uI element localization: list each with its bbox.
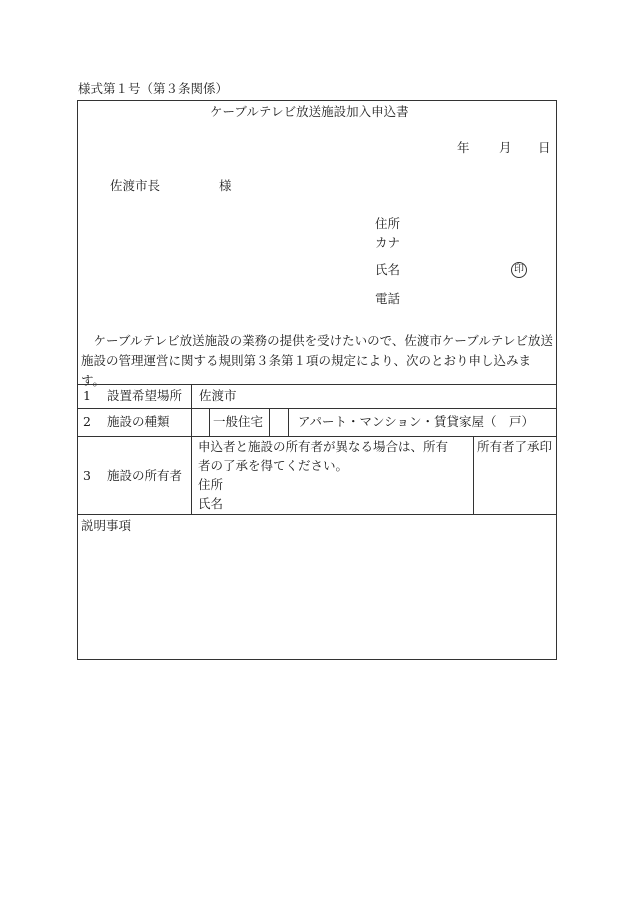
date-month-label: 月 <box>499 140 512 155</box>
notes-label: 説明事項 <box>81 518 132 533</box>
row1-number: 1 <box>83 388 91 403</box>
row2-label: 施設の種類 <box>107 414 170 429</box>
addressee-honorific: 様 <box>219 178 232 193</box>
row1-label: 設置希望場所 <box>107 388 183 403</box>
row2-option-apartment: アパート・マンション・賃貸家屋（ 戸） <box>298 414 534 429</box>
row1-value: 佐渡市 <box>199 388 237 403</box>
row2-checkbox1-right <box>209 408 210 436</box>
applicant-phone-label: 電話 <box>375 291 401 306</box>
date-year-label: 年 <box>457 140 470 155</box>
label-column-divider <box>191 384 192 514</box>
form-title: ケーブルテレビ放送施設加入申込書 <box>210 104 409 119</box>
row3-number: 3 <box>83 468 91 483</box>
row3-consent-divider <box>473 436 474 514</box>
owner-consent-seal-label: 所有者了承印 <box>477 439 553 454</box>
applicant-address-label: 住所 <box>375 216 401 231</box>
row2-number: 2 <box>83 414 91 429</box>
row3-bottom-line <box>77 514 557 515</box>
row2-option1-right <box>269 408 270 436</box>
date-day-label: 日 <box>538 140 551 155</box>
row2-bottom-line <box>77 436 557 437</box>
row2-option-house: 一般住宅 <box>213 414 264 429</box>
applicant-kana-label: カナ <box>375 235 401 250</box>
seal-mark: 印 <box>511 262 527 278</box>
form-number: 様式第１号（第３条関係） <box>78 81 229 96</box>
row2-checkbox2-right <box>288 408 289 436</box>
table-top-line <box>77 384 557 385</box>
applicant-name-label: 氏名 <box>375 262 401 277</box>
row3-name-label: 氏名 <box>198 496 224 511</box>
row3-label: 施設の所有者 <box>107 468 183 483</box>
row1-bottom-line <box>77 408 557 409</box>
row3-note-line2: 者の了承を得てください。 <box>198 458 349 473</box>
intro-paragraph: ケーブルテレビ放送施設の業務の提供を受けたいので、佐渡市ケーブルテレビ放送施設の管理運営に関する規則第３条第１項の規定により、次のとおり申し込みます。 <box>81 333 554 388</box>
row3-note-line1: 申込者と施設の所有者が異なる場合は、所有 <box>198 439 449 454</box>
addressee-name: 佐渡市長 <box>110 178 161 193</box>
row3-address-label: 住所 <box>198 477 224 492</box>
